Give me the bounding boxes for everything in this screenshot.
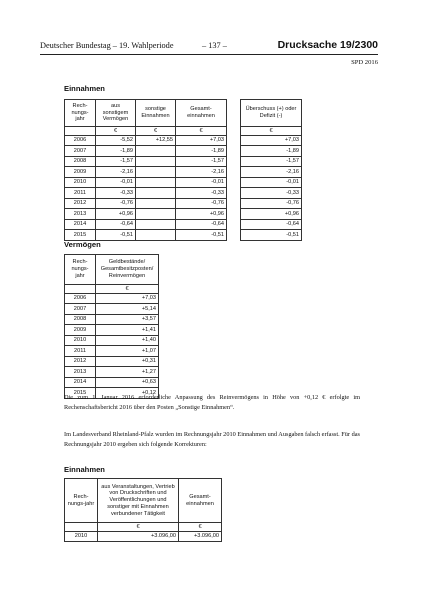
year-cell: 2014 — [65, 377, 96, 388]
year-cell: 2006 — [65, 135, 96, 146]
currency-cell — [65, 523, 98, 532]
table-row — [65, 346, 159, 357]
value-cell: +12,55 — [136, 135, 176, 146]
header-drucksache — [278, 39, 378, 51]
value-cell: -0,51 — [176, 230, 227, 241]
value-cell — [136, 156, 176, 167]
header-publication: Deutscher Bundestag – 19. Wahlperiode — [40, 41, 174, 50]
column-header: Geldbestände/ Gesamtbesitzposten/ Reinvermögen — [96, 255, 159, 285]
column-header: Rech-nungs-jahr — [65, 255, 96, 285]
year-cell: 2013 — [65, 209, 96, 220]
table-row — [65, 177, 227, 188]
table-row — [241, 167, 302, 178]
value-cell: -1,89 — [176, 146, 227, 157]
value-cell: -0,01 — [241, 177, 302, 188]
value-cell: -1,89 — [241, 146, 302, 157]
section-title-vermoegen: Vermögen — [64, 240, 101, 249]
table-row — [65, 293, 159, 304]
year-cell: 2012 — [65, 356, 96, 367]
section-title-einnahmen: Einnahmen — [64, 84, 105, 93]
table-row — [65, 198, 227, 209]
year-cell: 2006 — [65, 293, 96, 304]
value-cell: -0,76 — [176, 198, 227, 209]
value-cell: -1,57 — [241, 156, 302, 167]
page-header — [40, 40, 378, 55]
table-row — [65, 146, 227, 157]
paragraph-anpassung: Die zum 1. Januar 2016 erforderliche Anpassung des Reinvermögens in Höhe von +0,12 € erfolgte im Rechenschaftsbericht 2016 über den Posten „Sonstige Einnahmen“. — [64, 394, 360, 411]
currency-cell: € — [96, 285, 159, 294]
table-row — [241, 156, 302, 167]
value-cell: -0,76 — [96, 198, 136, 209]
value-cell: -0,33 — [241, 188, 302, 199]
table-row — [65, 156, 227, 167]
table-row — [65, 209, 227, 220]
table-row — [65, 167, 227, 178]
value-cell — [136, 198, 176, 209]
value-cell: +1,07 — [96, 346, 159, 357]
value-cell: -2,16 — [241, 167, 302, 178]
value-cell: +5,14 — [96, 304, 159, 315]
table-row — [65, 531, 222, 542]
value-cell: -5,52 — [96, 135, 136, 146]
value-cell — [136, 146, 176, 157]
value-cell: -0,01 — [176, 177, 227, 188]
value-cell: -0,51 — [96, 230, 136, 241]
year-cell: 2008 — [65, 314, 96, 325]
currency-cell — [65, 127, 96, 136]
value-cell: -0,64 — [176, 219, 227, 230]
header-drucksache-number: 2300 — [354, 39, 378, 51]
value-cell: +7,03 — [176, 135, 227, 146]
year-cell: 2014 — [65, 219, 96, 230]
value-cell: +7,03 — [96, 293, 159, 304]
value-cell: -1,57 — [176, 156, 227, 167]
value-cell: +0,63 — [96, 377, 159, 388]
year-cell: 2011 — [65, 346, 96, 357]
table-row — [241, 198, 302, 209]
column-header: sonstige Einnahmen — [136, 100, 176, 127]
value-cell: +7,03 — [241, 135, 302, 146]
value-cell: -0,76 — [241, 198, 302, 209]
year-cell: 2010 — [65, 177, 96, 188]
header-drucksache-prefix: Drucksache 19/ — [277, 39, 355, 51]
table-row — [65, 219, 227, 230]
year-cell: 2009 — [65, 167, 96, 178]
currency-cell: € — [136, 127, 176, 136]
value-cell: +0,96 — [96, 209, 136, 220]
table-row — [65, 367, 159, 378]
table-row — [241, 188, 302, 199]
header-page-number: – 137 – — [202, 41, 227, 50]
value-cell: -1,89 — [96, 146, 136, 157]
column-header: Gesamt-einnahmen — [179, 479, 222, 523]
value-cell: +0,31 — [96, 356, 159, 367]
einnahmen-korrektur-table — [64, 478, 222, 542]
column-header: aus sonstigem Vermögen — [96, 100, 136, 127]
table-row — [65, 377, 159, 388]
value-cell — [136, 177, 176, 188]
table-row — [65, 335, 159, 346]
value-cell: -1,57 — [96, 156, 136, 167]
value-cell: -2,16 — [176, 167, 227, 178]
paragraph-korrektur: Im Landesverband Rheinland-Pfalz wurden im Rechnungsjahr 2010 Einnahmen und Ausgaben falsch erfasst. Für das Rechnungsjahr 2010 ergeben sich folgende Korrekturen: — [64, 431, 360, 448]
table-row — [241, 135, 302, 146]
year-cell: 2012 — [65, 198, 96, 209]
table-row — [241, 146, 302, 157]
column-header: Rech-nungs-jahr — [65, 479, 98, 523]
table-row — [65, 325, 159, 336]
year-cell: 2015 — [65, 230, 96, 241]
table-row — [65, 135, 227, 146]
value-cell: -0,64 — [96, 219, 136, 230]
value-cell — [136, 188, 176, 199]
table-row — [65, 188, 227, 199]
table-row — [241, 230, 302, 241]
value-cell: -2,16 — [96, 167, 136, 178]
value-cell: +3.096,00 — [179, 531, 222, 542]
currency-cell: € — [176, 127, 227, 136]
table-row — [65, 356, 159, 367]
value-cell — [136, 167, 176, 178]
year-cell: 2010 — [65, 531, 98, 542]
value-cell: +3,57 — [96, 314, 159, 325]
year-cell: 2010 — [65, 335, 96, 346]
value-cell — [136, 219, 176, 230]
value-cell: +3.096,00 — [98, 531, 179, 542]
year-cell: 2011 — [65, 188, 96, 199]
value-cell: +1,40 — [96, 335, 159, 346]
table-row — [65, 304, 159, 315]
year-cell: 2013 — [65, 367, 96, 378]
column-header: Überschuss (+) oder Defizit (-) — [241, 100, 302, 127]
value-cell: -0,01 — [96, 177, 136, 188]
party-label: SPD 2016 — [351, 59, 378, 66]
table-row — [65, 314, 159, 325]
table-row — [241, 209, 302, 220]
column-header: Rech-nungs-jahr — [65, 100, 96, 127]
value-cell — [136, 230, 176, 241]
table-row — [241, 219, 302, 230]
currency-cell — [65, 285, 96, 294]
value-cell: -0,64 — [241, 219, 302, 230]
year-cell: 2007 — [65, 304, 96, 315]
section-title-einnahmen-korrektur: Einnahmen — [64, 465, 105, 474]
einnahmen-table — [64, 99, 227, 241]
year-cell: 2007 — [65, 146, 96, 157]
column-header: Gesamt-einnahmen — [176, 100, 227, 127]
value-cell: -0,51 — [241, 230, 302, 241]
currency-cell: € — [98, 523, 179, 532]
value-cell: +0,96 — [241, 209, 302, 220]
value-cell: +1,27 — [96, 367, 159, 378]
year-cell: 2009 — [65, 325, 96, 336]
year-cell: 2015 — [65, 388, 96, 399]
currency-cell: € — [179, 523, 222, 532]
value-cell: -0,33 — [176, 188, 227, 199]
column-header: aus Veranstaltungen, Vertrieb von Druckschriften und Veröffentlichungen und sonstiger mit Einnahmen verbundener Tätigkeit — [98, 479, 179, 523]
ueberschuss-table — [240, 99, 302, 241]
year-cell: 2008 — [65, 156, 96, 167]
value-cell: +0,96 — [176, 209, 227, 220]
table-row — [65, 230, 227, 241]
value-cell: +1,41 — [96, 325, 159, 336]
value-cell — [136, 209, 176, 220]
value-cell: -0,33 — [96, 188, 136, 199]
table-row — [241, 177, 302, 188]
currency-cell: € — [96, 127, 136, 136]
currency-cell: € — [241, 127, 302, 136]
vermoegen-table — [64, 254, 159, 399]
value-cell: +0,12 — [96, 388, 159, 399]
